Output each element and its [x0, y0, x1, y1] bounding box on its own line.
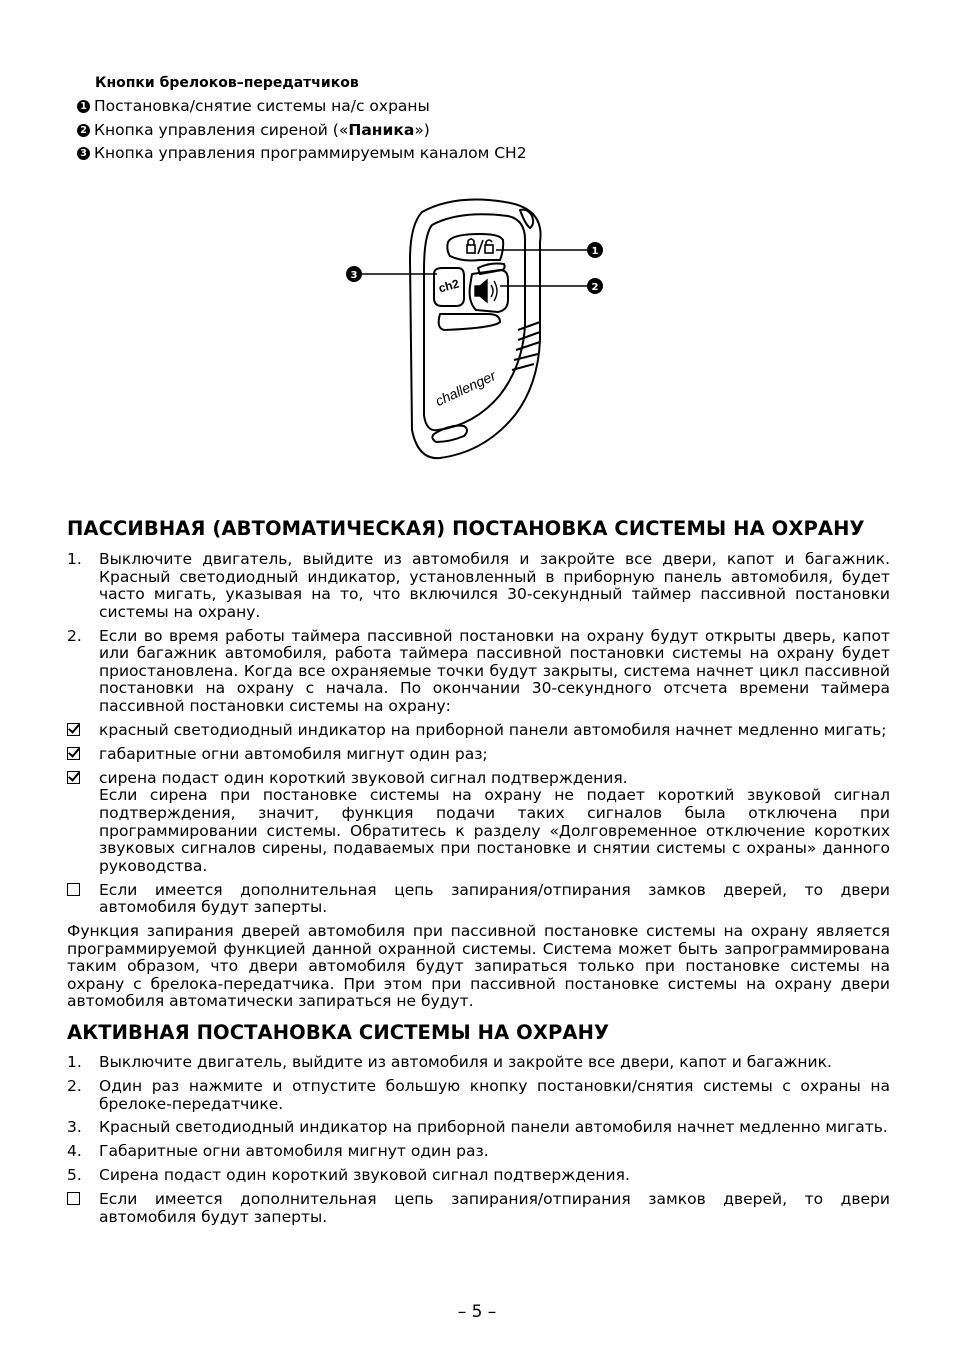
fob-grip-lines — [512, 322, 540, 370]
optional-item — [67, 882, 890, 917]
list-item — [67, 1167, 890, 1185]
list-marker: 3. — [67, 1118, 82, 1137]
caption-item-1 — [77, 95, 677, 119]
list-item — [67, 628, 890, 716]
callout-number-2: 2 — [591, 282, 599, 293]
section-heading-active: АКТИВНАЯ ПОСТАНОВКА СИСТЕМЫ НА ОХРАНУ — [67, 1021, 610, 1045]
button-bottom — [439, 314, 500, 330]
key-fob-illustration — [340, 190, 620, 470]
callout-number-1: 1 — [591, 246, 599, 257]
checked-item-text: сирена подаст один короткий звуковой сигнал подтверждения. — [99, 768, 628, 787]
checked-item-note: Если сирена при постановке системы на охрану не подает короткий звуковой сигнал подтверждения, значит, функция подачи таких сигналов была отключена при программировании системы. Обратитесь к разделу «Долговременное отключение коротких звуковых сигналов сирены, подаваемых при постановке и снятии системы с охраны» данного руководства. — [99, 786, 890, 875]
list-marker: 2. — [67, 1076, 82, 1095]
list-marker: 4. — [67, 1142, 82, 1161]
speaker-icon — [475, 280, 497, 302]
checked-box-icon — [67, 747, 80, 760]
list-item — [67, 1054, 890, 1072]
empty-box-icon — [67, 1192, 80, 1205]
caption-item-text: Кнопка управления программируемым каналом СН2 — [94, 144, 527, 162]
list-item-text: Один раз нажмите и отпустите большую кнопку постановки/снятия системы с охраны на брелоке-передатчике. — [99, 1076, 890, 1113]
list-marker: 5. — [67, 1166, 82, 1185]
empty-box-icon — [67, 883, 80, 896]
number-badge-3: 3 — [77, 147, 90, 160]
list-item — [67, 1119, 890, 1137]
optional-item-text: Если имеется дополнительная цепь запирания/отпирания замков дверей, то двери автомобиля будут заперты. — [99, 1190, 890, 1226]
caption-title: Кнопки брелоков–передатчиков — [95, 75, 359, 91]
number-badge-1: 1 — [77, 100, 90, 113]
caption-item-text: Кнопка управления сиреной (« — [94, 120, 349, 139]
main-content — [67, 517, 890, 1233]
list-marker: 2. — [67, 626, 82, 645]
fob-brand-label: challenger — [432, 367, 499, 410]
number-badge-2: 2 — [77, 124, 90, 137]
caption-item-2 — [77, 119, 677, 143]
list-marker: 1. — [67, 550, 82, 568]
list-item-text: Красный светодиодный индикатор на приборной панели автомобиля начнет медленно мигать. — [99, 1118, 888, 1137]
list-item-text: Габаритные огни автомобиля мигнут один раз. — [99, 1142, 489, 1161]
list-item-text: Если во время работы таймера пассивной постановки на охрану будут открыты дверь, капот или багажник автомобиля, работа таймера пассивной постановки системы на охрану будет приостановлена. Когда все охраняемые точки будут закрыты, система начнет цикл пассивной постановки на охрану с начала. По окончании 30-секундного отсчета времени таймера пассивной постановки системы на охрану: — [99, 626, 890, 716]
list-marker: 1. — [67, 1053, 82, 1072]
list-item-text: Выключите двигатель, выйдите из автомобиля и закройте все двери, капот и багажник. — [99, 1053, 832, 1072]
section-heading-passive: ПАССИВНАЯ (АВТОМАТИЧЕСКАЯ) ПОСТАНОВКА СИСТЕМЫ НА ОХРАНУ — [67, 517, 865, 540]
fob-ch2-label: ch2 — [437, 276, 461, 296]
caption-item-3 — [77, 142, 677, 166]
list-item-text: Выключите двигатель, выйдите из автомобиля и закройте все двери, капот и багажник. Красный светодиодный индикатор, установленный в приборную панель автомобиля, будет часто мигать, указывая на то, что включился 30-секундный таймер пассивной постановки системы на охрану. — [99, 550, 890, 621]
list-item — [67, 1143, 890, 1161]
buttons-caption — [77, 74, 677, 166]
checked-item — [67, 722, 890, 740]
caption-item-bold: Паника — [348, 120, 415, 139]
caption-item-text: Постановка/снятие системы на/с охраны — [94, 97, 430, 115]
list-item-text: Сирена подаст один короткий звуковой сигнал подтверждения. — [99, 1166, 630, 1185]
passive-note-paragraph: Функция запирания дверей автомобиля при пассивной постановке системы на охрану является программируемой функцией данной охранной системы. Система может быть запрограммирована таким образом, что двери автомобиля будут запираться только при постановке системы на охрану с брелока-передатчика. При этом при пассивной постановке системы на охрану двери автомобиля автоматически запираться не будут. — [67, 922, 890, 1011]
checked-item-text: красный светодиодный индикатор на приборной панели автомобиля начнет медленно мигать; — [99, 720, 887, 739]
optional-item-text: Если имеется дополнительная цепь запирания/отпирания замков дверей, то двери автомобиля будут заперты. — [99, 880, 890, 917]
checked-item — [67, 770, 890, 876]
list-item — [67, 1078, 890, 1113]
lock-unlock-icon — [467, 239, 493, 254]
callout-number-3: 3 — [350, 270, 358, 281]
caption-item-text-after: ») — [414, 120, 430, 139]
page-number: – 5 – — [457, 1302, 497, 1322]
checked-box-icon — [67, 771, 80, 784]
checked-box-icon — [67, 723, 80, 736]
list-item — [67, 551, 890, 621]
checked-item — [67, 746, 890, 764]
checked-item-text: габаритные огни автомобиля мигнут один раз; — [99, 744, 488, 763]
key-fob-svg — [340, 190, 620, 470]
optional-item — [67, 1191, 890, 1226]
